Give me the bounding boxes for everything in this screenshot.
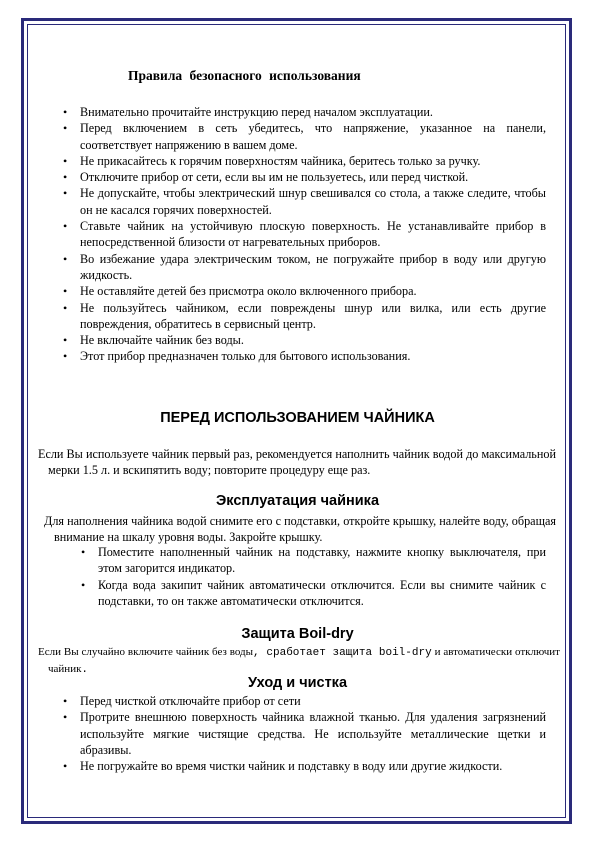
before-use-heading: ПЕРЕД ИСПОЛЬЗОВАНИЕМ ЧАЙНИКА [160,410,435,426]
before-use-text: Если Вы используете чайник первый раз, рекомендуется наполнить чайник водой до максимальной мерки 1.5 л. и вскипятить воду; повторите процедуру еще раз. [38,447,556,478]
list-item: • Этот прибор предназначен только для бытового использования. [62,348,546,364]
list-item: • Поместите наполненный чайник на подставку, нажмите кнопку выключателя, при этом загорится индикатор. [80,544,546,577]
care-list [62,693,546,774]
operation-list [80,544,546,609]
operation-heading: Эксплуатация чайника [215,493,380,509]
boil-dry-text: Если Вы случайно включите чайник без воды, сработает защита boil-dry и автоматически отключит чайник. [38,646,560,677]
list-item: • Протрите внешнюю поверхность чайника влажной тканью. Для удаления загрязнений используйте мягкие чистящие средства. Не используйте металлические щетки и абразивы. [62,709,546,758]
list-item: • Не включайте чайник без воды. [62,332,546,348]
list-item: • Когда вода закипит чайник автоматически отключится. Если вы снимите чайник с подставки, то он также автоматически отключится. [80,577,546,610]
boil-dry-heading: Защита Boil-dry [241,626,354,642]
operation-text: Для наполнения чайника водой снимите его с подставки, откройте крышку, налейте воду, обращая внимание на шкалу уровня воды. Закройте крышку. [44,514,556,545]
list-item: • Ставьте чайник на устойчивую плоскую поверхность. Не устанавливайте прибор в непосредственной близости от нагревательных приборов. [62,218,546,251]
safety-title: Правила безопасного использования [128,68,361,83]
list-item: • Не пользуйтесь чайником, если повреждены шнур или вилка, или есть другие повреждения, обратитесь в сервисный центр. [62,300,546,333]
list-item: • Отключите прибор от сети, если вы им не пользуетесь, или перед чисткой. [62,169,546,185]
care-heading: Уход и чистка [247,675,348,691]
list-item: • Перед включением в сеть убедитесь, что напряжение, указанное на панели, соответствует напряжению в вашем доме. [62,120,546,153]
list-item: • Не оставляйте детей без присмотра около включенного прибора. [62,283,546,299]
list-item: • Перед чисткой отключайте прибор от сети [62,693,546,709]
list-item: • Не погружайте во время чистки чайник и подставку в воду или другие жидкости. [62,758,546,774]
list-item: • Во избежание удара электрическим током, не погружайте прибор в воду или другую жидкость. [62,251,546,284]
list-item: • Не допускайте, чтобы электрический шнур свешивался со стола, а также следите, чтобы он не касался горячих поверхностей. [62,185,546,218]
list-item: • Внимательно прочитайте инструкцию перед началом эксплуатации. [62,104,546,120]
list-item: • Не прикасайтесь к горячим поверхностям чайника, беритесь только за ручку. [62,153,546,169]
safety-rules-list [62,104,546,365]
